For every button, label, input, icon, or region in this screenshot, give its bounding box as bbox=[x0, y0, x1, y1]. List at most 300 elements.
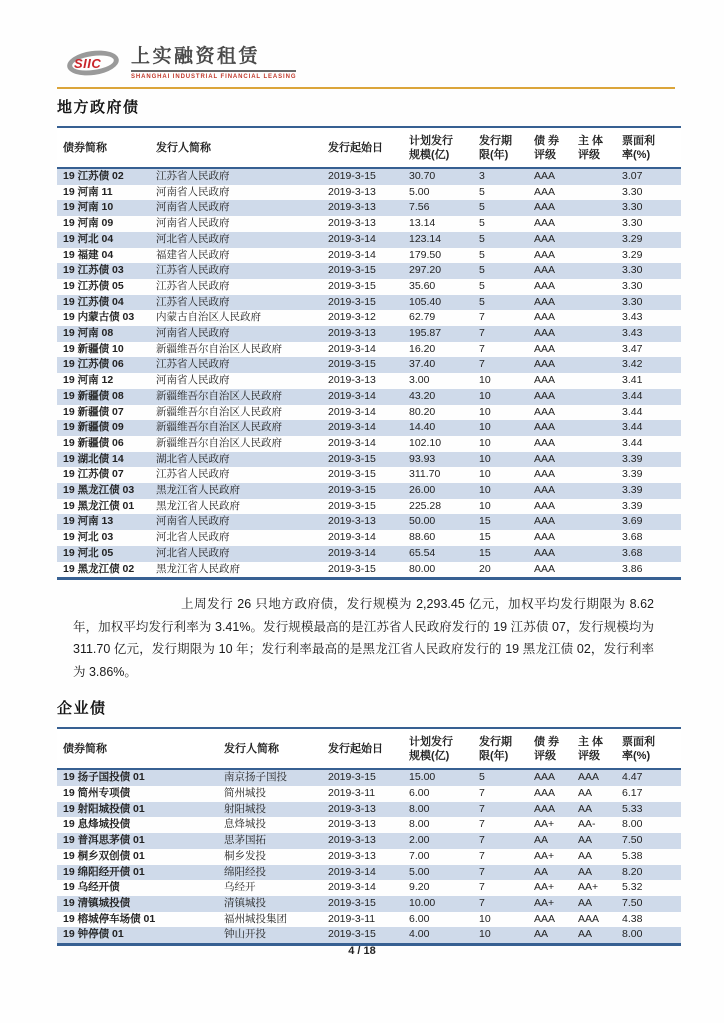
table-cell: 2019-3-11 bbox=[328, 912, 376, 925]
table-cell: 105.40 bbox=[409, 295, 442, 308]
table-cell: 黑龙江省人民政府 bbox=[156, 499, 240, 512]
table-cell: 2019-3-14 bbox=[328, 421, 376, 434]
table-cell: 福建省人民政府 bbox=[156, 248, 230, 261]
table-cell: 9.20 bbox=[409, 881, 430, 894]
table-cell: AAA bbox=[534, 484, 556, 497]
column-header: 计划发行 规模(亿) bbox=[409, 728, 479, 769]
table-cell: 2019-3-14 bbox=[328, 248, 376, 261]
table-cell: 5 bbox=[479, 264, 485, 277]
table-cell: 2019-3-15 bbox=[328, 484, 376, 497]
table-cell: 河南省人民政府 bbox=[156, 515, 230, 528]
table-cell: 6.00 bbox=[409, 912, 430, 925]
table-cell: AA bbox=[578, 802, 593, 815]
table-cell: 2019-3-13 bbox=[328, 374, 376, 387]
table-cell: 3.86 bbox=[622, 562, 643, 575]
table-cell: AA+ bbox=[534, 818, 555, 831]
table-cell: 2019-3-15 bbox=[328, 295, 376, 308]
table-cell: 10 bbox=[479, 405, 491, 418]
table-cell: 19 简州专项债 bbox=[63, 786, 131, 799]
table-cell: 3.43 bbox=[622, 311, 643, 324]
table-cell: 2019-3-15 bbox=[328, 771, 376, 784]
table-cell: 6.17 bbox=[622, 786, 643, 799]
table-cell: AAA bbox=[534, 468, 556, 481]
table-cell: 清镇城投 bbox=[224, 896, 266, 909]
table-cell: 4.47 bbox=[622, 771, 643, 784]
table-cell: 3.44 bbox=[622, 421, 643, 434]
table-cell: 19 江苏债 02 bbox=[63, 170, 124, 182]
table-cell: 20 bbox=[479, 562, 491, 575]
table-cell: 8.00 bbox=[409, 818, 430, 831]
table-cell: 3.44 bbox=[622, 389, 643, 402]
table-cell: 35.60 bbox=[409, 279, 436, 292]
table-cell: 19 江苏债 04 bbox=[63, 295, 124, 308]
table-cell: 思茅国拓 bbox=[224, 834, 266, 847]
table-row bbox=[57, 514, 681, 530]
table-cell: 3.29 bbox=[622, 248, 643, 261]
table-cell: AAA bbox=[534, 232, 556, 245]
table-cell: 7 bbox=[479, 327, 485, 340]
table-cell: 河南省人民政府 bbox=[156, 374, 230, 387]
table-cell: 2019-3-13 bbox=[328, 185, 376, 198]
table-cell: 80.00 bbox=[409, 562, 436, 575]
table-cell: 19 乌经开债 bbox=[63, 881, 120, 894]
table-cell bbox=[578, 546, 622, 562]
table-cell: AAA bbox=[534, 531, 556, 544]
table-cell: AA bbox=[534, 928, 549, 941]
table-cell: 河南省人民政府 bbox=[156, 217, 230, 230]
table-cell: 4.00 bbox=[409, 928, 430, 941]
column-header: 债 券 评级 bbox=[534, 127, 578, 168]
table-cell: 2019-3-13 bbox=[328, 515, 376, 528]
table-cell: 15 bbox=[479, 546, 491, 559]
table-cell: 3.30 bbox=[622, 217, 643, 230]
table-cell: AA+ bbox=[534, 849, 555, 862]
table-cell: 2019-3-15 bbox=[328, 562, 376, 575]
table-cell: AA+ bbox=[534, 881, 555, 894]
table-row bbox=[57, 927, 681, 944]
table-cell: 2.00 bbox=[409, 834, 430, 847]
table-cell: AA bbox=[578, 865, 593, 878]
table-cell: 19 扬子国投债 01 bbox=[63, 771, 145, 784]
table-cell: 5 bbox=[479, 217, 485, 230]
table-row bbox=[57, 833, 681, 849]
section-title-local-gov-bonds: 地方政府债 bbox=[57, 99, 140, 116]
table-row bbox=[57, 436, 681, 452]
table-cell: 3.44 bbox=[622, 405, 643, 418]
table-cell: 3.30 bbox=[622, 279, 643, 292]
table-cell bbox=[578, 216, 622, 232]
company-logo bbox=[65, 47, 675, 81]
table-cell: 3.68 bbox=[622, 531, 643, 544]
table-cell: 8.20 bbox=[622, 865, 643, 878]
siic-logo-icon bbox=[65, 47, 127, 81]
table-cell: 2019-3-11 bbox=[328, 786, 376, 799]
table-cell: 3.42 bbox=[622, 358, 643, 371]
table-row bbox=[57, 912, 681, 928]
table-cell: 7 bbox=[479, 896, 485, 909]
table-cell: 7.00 bbox=[409, 849, 430, 862]
table-row bbox=[57, 295, 681, 311]
table-cell: 3.39 bbox=[622, 499, 643, 512]
table-cell: AA+ bbox=[578, 881, 599, 894]
table-cell: 7 bbox=[479, 818, 485, 831]
table-cell: AAA bbox=[534, 436, 556, 449]
table-cell: AAA bbox=[534, 170, 556, 182]
table-cell: 15 bbox=[479, 515, 491, 528]
table-cell: 19 新疆债 06 bbox=[63, 436, 124, 449]
table-cell: 新疆维吾尔自治区人民政府 bbox=[156, 389, 282, 402]
logo-text-block bbox=[131, 47, 296, 80]
table-row bbox=[57, 896, 681, 912]
table-row bbox=[57, 467, 681, 483]
table-cell: 19 黑龙江债 01 bbox=[63, 499, 135, 512]
table-cell: 7 bbox=[479, 311, 485, 324]
table-cell: 10 bbox=[479, 374, 491, 387]
table-cell: 19 河南 10 bbox=[63, 201, 114, 214]
table-cell: 3.30 bbox=[622, 264, 643, 277]
table-cell: 7 bbox=[479, 342, 485, 355]
table-cell: AAA bbox=[534, 452, 556, 465]
table-cell: 19 榕城停车场债 01 bbox=[63, 912, 156, 925]
column-header: 发行起始日 bbox=[328, 127, 409, 168]
table-cell: 37.40 bbox=[409, 358, 436, 371]
siic-wordmark: SIIC bbox=[74, 56, 102, 71]
table-cell: 3.30 bbox=[622, 185, 643, 198]
table-cell: 8.00 bbox=[409, 802, 430, 815]
table-cell: 10 bbox=[479, 484, 491, 497]
table-row bbox=[57, 865, 681, 881]
table-cell bbox=[578, 389, 622, 405]
table-cell: 2019-3-13 bbox=[328, 802, 376, 815]
table-cell: AAA bbox=[534, 405, 556, 418]
table-cell: 2019-3-14 bbox=[328, 881, 376, 894]
table-cell: 19 江苏债 03 bbox=[63, 264, 124, 277]
table-cell: 息烽城投 bbox=[224, 818, 266, 831]
table-cell: 新疆维吾尔自治区人民政府 bbox=[156, 421, 282, 434]
table-cell bbox=[578, 436, 622, 452]
table-cell: 3.43 bbox=[622, 327, 643, 340]
table-row bbox=[57, 420, 681, 436]
table-cell: AAA bbox=[534, 264, 556, 277]
table-cell: 50.00 bbox=[409, 515, 436, 528]
table-cell bbox=[578, 232, 622, 248]
table-cell: 2019-3-13 bbox=[328, 849, 376, 862]
table-row bbox=[57, 263, 681, 279]
table-cell: 3.29 bbox=[622, 232, 643, 245]
table-cell: 3.30 bbox=[622, 295, 643, 308]
table-cell: 10 bbox=[479, 452, 491, 465]
column-header: 票面利 率(%) bbox=[622, 127, 681, 168]
corporate-bond-table bbox=[57, 727, 681, 946]
table-cell: AA bbox=[578, 896, 593, 909]
table-cell: 7 bbox=[479, 834, 485, 847]
table-cell: 15.00 bbox=[409, 771, 436, 784]
table-cell: 2019-3-15 bbox=[328, 928, 376, 941]
table-cell: AAA bbox=[534, 358, 556, 371]
table-cell: 8.00 bbox=[622, 928, 643, 941]
table-cell: 5 bbox=[479, 295, 485, 308]
table-cell: AA+ bbox=[534, 896, 555, 909]
table-cell bbox=[578, 514, 622, 530]
table-row bbox=[57, 232, 681, 248]
table-cell: 2019-3-13 bbox=[328, 201, 376, 214]
table-cell: 297.20 bbox=[409, 264, 442, 277]
table-cell bbox=[578, 530, 622, 546]
table-cell: 河南省人民政府 bbox=[156, 201, 230, 214]
table-cell: 19 钟停债 01 bbox=[63, 928, 124, 941]
table-row bbox=[57, 279, 681, 295]
table-cell: 7 bbox=[479, 802, 485, 815]
table-cell: AA bbox=[534, 865, 549, 878]
table-cell: 10 bbox=[479, 436, 491, 449]
table-row bbox=[57, 389, 681, 405]
table-cell: 88.60 bbox=[409, 531, 436, 544]
table-cell: AAA bbox=[534, 515, 556, 528]
table-row bbox=[57, 786, 681, 802]
table-cell: AA bbox=[578, 849, 593, 862]
table-cell: 7.56 bbox=[409, 201, 430, 214]
table-cell: 福州城投集团 bbox=[224, 912, 287, 925]
table-cell: 311.70 bbox=[409, 468, 441, 481]
table-cell: 江苏省人民政府 bbox=[156, 170, 230, 182]
table-cell: 钟山开投 bbox=[224, 928, 266, 941]
table-cell: 7 bbox=[479, 786, 485, 799]
table-cell: AAA bbox=[534, 421, 556, 434]
table-row bbox=[57, 499, 681, 515]
table-cell: 7.50 bbox=[622, 834, 643, 847]
table-cell: 80.20 bbox=[409, 405, 436, 418]
table-cell: 2019-3-15 bbox=[328, 452, 376, 465]
table-row bbox=[57, 530, 681, 546]
table-cell: AAA bbox=[578, 912, 600, 925]
table-cell: 射阳城投 bbox=[224, 802, 266, 815]
table-cell: AAA bbox=[534, 295, 556, 308]
table-cell bbox=[578, 168, 622, 185]
table-cell: AA- bbox=[578, 818, 596, 831]
table-cell: 3.41 bbox=[622, 374, 643, 387]
table-cell: 19 桐乡双创债 01 bbox=[63, 849, 145, 862]
table-cell bbox=[578, 562, 622, 579]
table-row bbox=[57, 769, 681, 786]
table-cell: 15 bbox=[479, 531, 491, 544]
table-cell: 179.50 bbox=[409, 248, 442, 261]
table-cell: AAA bbox=[534, 389, 556, 402]
table-cell: 2019-3-13 bbox=[328, 217, 376, 230]
table-cell: 桐乡发投 bbox=[224, 849, 266, 862]
table-cell: 黑龙江省人民政府 bbox=[156, 484, 240, 497]
table-cell: 19 新疆债 09 bbox=[63, 421, 124, 434]
table-cell: 10 bbox=[479, 468, 491, 481]
local-gov-bond-summary: 上周发行 26 只地方政府债，发行规模为 2,293.45 亿元，加权平均发行期限为 8.62 年，加权平均发行利率为 3.41%。发行规模最高的是江苏省人民政府发行的 19 江苏债 07，发行规模均为 311.70 亿元，发行期限为 10 年；发行利率最高的是黑龙江省人民政府发行的 19 黑龙江债 02，发行利率为 3.86%。 bbox=[73, 597, 654, 679]
table-row bbox=[57, 326, 681, 342]
table-cell: 5.38 bbox=[622, 849, 643, 862]
table-row bbox=[57, 168, 681, 185]
table-row bbox=[57, 185, 681, 201]
table-cell: AAA bbox=[534, 185, 556, 198]
table-cell: AA bbox=[578, 786, 593, 799]
table-cell: 3.47 bbox=[622, 342, 643, 355]
table-cell: 19 息烽城投债 bbox=[63, 818, 131, 831]
table-cell: 10 bbox=[479, 928, 491, 941]
table-cell: 19 绵阳经开债 01 bbox=[63, 865, 145, 878]
table-cell: AAA bbox=[534, 499, 556, 512]
table-cell: 16.20 bbox=[409, 342, 436, 355]
table-cell: 19 内蒙古债 03 bbox=[63, 311, 135, 324]
column-header: 发行起始日 bbox=[328, 728, 409, 769]
table-cell: AAA bbox=[534, 546, 556, 559]
table-cell: 黑龙江省人民政府 bbox=[156, 562, 240, 575]
table-cell: 225.28 bbox=[409, 499, 442, 512]
table-cell: 江苏省人民政府 bbox=[156, 468, 230, 481]
table-cell: 河北省人民政府 bbox=[156, 232, 230, 245]
table-cell: 3.39 bbox=[622, 468, 643, 481]
table-cell bbox=[578, 310, 622, 326]
local-gov-bond-table bbox=[57, 126, 681, 580]
table-cell: AAA bbox=[534, 248, 556, 261]
table-cell: 2019-3-14 bbox=[328, 546, 376, 559]
table-cell: 3.68 bbox=[622, 546, 643, 559]
table-cell: 2019-3-13 bbox=[328, 834, 376, 847]
table-cell: 5.33 bbox=[622, 802, 643, 815]
table-cell bbox=[578, 326, 622, 342]
table-row bbox=[57, 248, 681, 264]
table-cell: 河北省人民政府 bbox=[156, 531, 230, 544]
table-cell: 8.00 bbox=[622, 818, 643, 831]
table-cell: 新疆维吾尔自治区人民政府 bbox=[156, 405, 282, 418]
table-cell: 5 bbox=[479, 201, 485, 214]
table-cell: 河南省人民政府 bbox=[156, 327, 230, 340]
company-name-en: SHANGHAI INDUSTRIAL FINANCIAL LEASING bbox=[131, 74, 297, 80]
table-cell: AAA bbox=[534, 342, 556, 355]
table-cell: AA bbox=[578, 928, 593, 941]
company-name-cn: 上实融资租赁 bbox=[131, 47, 296, 72]
table-cell: 30.70 bbox=[409, 170, 436, 182]
table-cell: 123.14 bbox=[409, 232, 442, 245]
table-cell: 10 bbox=[479, 389, 491, 402]
table-cell: 10 bbox=[479, 421, 491, 434]
table-cell: 6.00 bbox=[409, 786, 430, 799]
table-cell: 内蒙古自治区人民政府 bbox=[156, 311, 261, 324]
table-cell: AAA bbox=[534, 374, 556, 387]
table-cell: 19 普洱思茅债 01 bbox=[63, 834, 145, 847]
table-cell: AAA bbox=[534, 311, 556, 324]
table-row bbox=[57, 373, 681, 389]
table-cell: AAA bbox=[534, 771, 556, 784]
table-cell: 19 江苏债 07 bbox=[63, 468, 124, 481]
column-header: 债券简称 bbox=[57, 728, 224, 769]
column-header: 主 体 评级 bbox=[578, 728, 622, 769]
column-header: 发行期 限(年) bbox=[479, 728, 534, 769]
table-cell: 19 清镇城投债 bbox=[63, 896, 131, 909]
column-header: 债 券 评级 bbox=[534, 728, 578, 769]
table-cell: 2019-3-14 bbox=[328, 342, 376, 355]
table-cell: 10.00 bbox=[409, 896, 436, 909]
table-cell: 河南省人民政府 bbox=[156, 185, 230, 198]
table-cell: 江苏省人民政府 bbox=[156, 358, 230, 371]
table-row bbox=[57, 817, 681, 833]
table-cell: 5 bbox=[479, 279, 485, 292]
table-cell: 7 bbox=[479, 881, 485, 894]
table-cell: 河北省人民政府 bbox=[156, 546, 230, 559]
table-cell: 3.00 bbox=[409, 374, 430, 387]
table-cell: 2019-3-14 bbox=[328, 436, 376, 449]
table-cell: 2019-3-12 bbox=[328, 311, 376, 324]
table-cell bbox=[578, 200, 622, 216]
table-cell bbox=[578, 263, 622, 279]
table-cell: 19 河南 09 bbox=[63, 217, 114, 230]
table-cell: 2019-3-15 bbox=[328, 896, 376, 909]
table-cell: 绵阳经投 bbox=[224, 865, 266, 878]
table-cell: 19 黑龙江债 03 bbox=[63, 484, 135, 497]
table-cell: 2019-3-15 bbox=[328, 468, 376, 481]
table-row bbox=[57, 216, 681, 232]
table-cell: AAA bbox=[578, 771, 600, 784]
table-cell: 5 bbox=[479, 248, 485, 261]
page-number: 4 / 18 bbox=[348, 945, 376, 957]
table-cell bbox=[578, 483, 622, 499]
table-cell: 江苏省人民政府 bbox=[156, 279, 230, 292]
table-cell bbox=[578, 452, 622, 468]
table-cell: 19 河南 11 bbox=[63, 185, 113, 198]
table-cell: 7 bbox=[479, 849, 485, 862]
table-row bbox=[57, 405, 681, 421]
table-cell: 19 黑龙江债 02 bbox=[63, 562, 135, 575]
table-cell bbox=[578, 420, 622, 436]
table-cell: AA bbox=[534, 834, 549, 847]
table-cell: 3.69 bbox=[622, 515, 643, 528]
table-cell: 2019-3-14 bbox=[328, 232, 376, 245]
table-cell: 93.93 bbox=[409, 452, 436, 465]
table-cell: 2019-3-14 bbox=[328, 531, 376, 544]
table-cell: 2019-3-13 bbox=[328, 327, 376, 340]
table-row bbox=[57, 342, 681, 358]
table-cell: 乌经开 bbox=[224, 881, 256, 894]
table-row bbox=[57, 310, 681, 326]
table-cell: 3.39 bbox=[622, 484, 643, 497]
table-row bbox=[57, 849, 681, 865]
page-content bbox=[57, 0, 675, 946]
table-cell: 19 江苏债 06 bbox=[63, 358, 124, 371]
table-header-row bbox=[57, 127, 681, 168]
table-cell: 江苏省人民政府 bbox=[156, 295, 230, 308]
table-cell bbox=[578, 342, 622, 358]
table-cell: 26.00 bbox=[409, 484, 436, 497]
table-cell: 19 河北 04 bbox=[63, 232, 114, 245]
table-cell: 5 bbox=[479, 771, 485, 784]
table-cell: 62.79 bbox=[409, 311, 436, 324]
table-cell: 19 新疆债 07 bbox=[63, 405, 124, 418]
table-cell: 5 bbox=[479, 185, 485, 198]
table-cell: 19 江苏债 05 bbox=[63, 279, 124, 292]
column-header: 票面利 率(%) bbox=[622, 728, 681, 769]
table-cell bbox=[578, 405, 622, 421]
table-cell: AAA bbox=[534, 786, 556, 799]
table-cell: 简州城投 bbox=[224, 786, 266, 799]
table-cell: 10 bbox=[479, 499, 491, 512]
table-cell bbox=[578, 185, 622, 201]
table-cell: 13.14 bbox=[409, 217, 436, 230]
table-cell: 10 bbox=[479, 912, 491, 925]
table-cell: 14.40 bbox=[409, 421, 436, 434]
table-cell: 2019-3-14 bbox=[328, 405, 376, 418]
table-cell: 2019-3-14 bbox=[328, 389, 376, 402]
table-row bbox=[57, 452, 681, 468]
table-cell: 3.07 bbox=[622, 170, 643, 182]
table-row bbox=[57, 483, 681, 499]
column-header: 计划发行 规模(亿) bbox=[409, 127, 479, 168]
table-cell: 2019-3-15 bbox=[328, 358, 376, 371]
table-cell: 195.87 bbox=[409, 327, 442, 340]
